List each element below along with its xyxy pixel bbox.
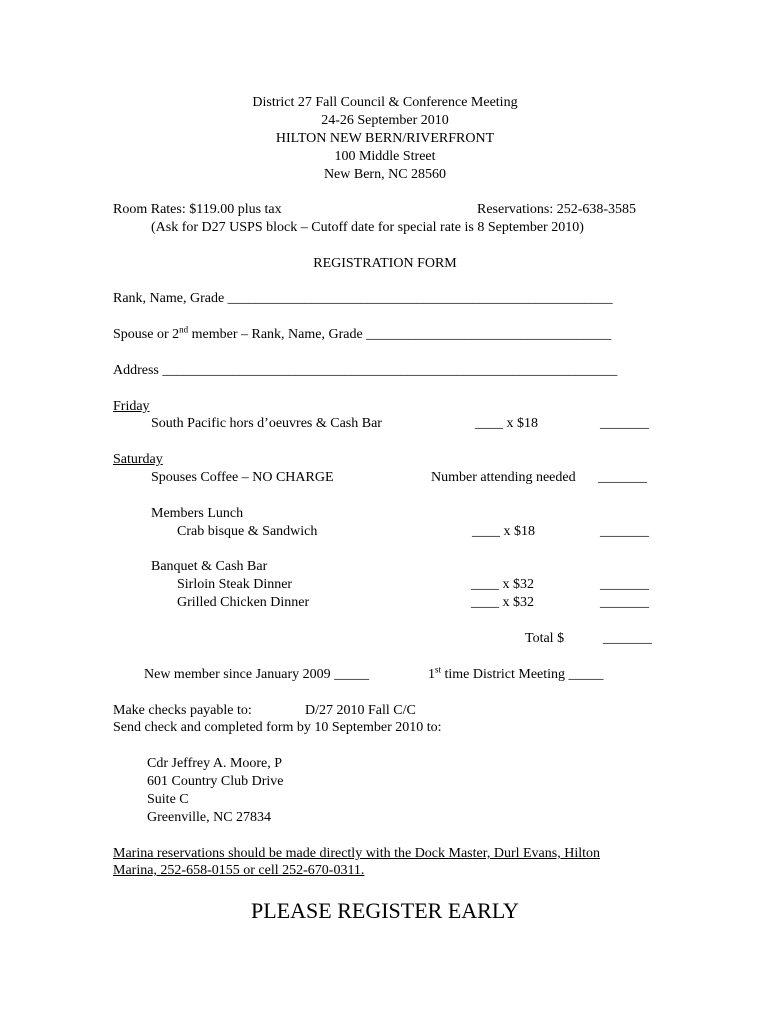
- total-label: Total $: [525, 631, 565, 646]
- register-early-banner: PLEASE REGISTER EARLY: [251, 898, 519, 923]
- header-line-dates: 24-26 September 2010: [321, 113, 449, 128]
- spouse-field: [113, 326, 611, 344]
- steak-qty: ____ x $32: [471, 577, 534, 592]
- chicken-amount: _______: [600, 595, 649, 610]
- rank-name-grade-field: Rank, Name, Grade _______________________________________________________: [113, 291, 613, 306]
- friday-heading: Friday: [113, 399, 150, 414]
- spouses-coffee: Spouses Coffee – NO CHARGE: [151, 470, 334, 485]
- steak-item: Sirloin Steak Dinner: [177, 577, 293, 592]
- header-line-street: 100 Middle Street: [334, 149, 436, 164]
- payable-to: D/27 2010 Fall C/C: [305, 703, 416, 718]
- total-amount: _______: [603, 631, 652, 646]
- first-time-label: time District Meeting _____: [441, 667, 604, 682]
- ordinal-superscript: st: [435, 664, 442, 675]
- chicken-item: Grilled Chicken Dinner: [177, 595, 310, 610]
- payable-label: Make checks payable to:: [113, 703, 252, 718]
- spouse-label-end: member – Rank, Name, Grade ___________________________________: [188, 327, 612, 342]
- friday-qty: ____ x $18: [475, 416, 538, 431]
- room-rates: Room Rates: $119.00 plus tax: [113, 202, 282, 217]
- saturday-heading: Saturday: [113, 452, 163, 467]
- header-line-city: New Bern, NC 28560: [323, 167, 447, 182]
- ordinal-superscript: nd: [179, 324, 189, 335]
- send-by-instruction: Send check and completed form by 10 September 2010 to:: [113, 720, 442, 735]
- room-block-note: (Ask for D27 USPS block – Cutoff date for special rate is 8 September 2010): [151, 220, 584, 235]
- first-time-number: 1: [428, 667, 435, 682]
- marina-note-line1: Marina reservations should be made directly with the Dock Master, Durl Evans, Hilton: [113, 846, 600, 861]
- friday-amount: _______: [600, 416, 649, 431]
- banquet-heading: Banquet & Cash Bar: [151, 559, 268, 574]
- lunch-qty: ____ x $18: [472, 524, 535, 539]
- mail-to-suite: Suite C: [147, 792, 189, 807]
- coffee-attending-note: Number attending needed: [431, 470, 576, 485]
- lunch-item: Crab bisque & Sandwich: [177, 524, 318, 539]
- lunch-amount: _______: [600, 524, 649, 539]
- header-line-event: District 27 Fall Council & Conference Meeting: [252, 95, 518, 110]
- header-line-venue: HILTON NEW BERN/RIVERFRONT: [275, 131, 495, 146]
- mail-to-city: Greenville, NC 27834: [147, 810, 272, 825]
- coffee-amount: _______: [598, 470, 647, 485]
- steak-amount: _______: [600, 577, 649, 592]
- form-title: REGISTRATION FORM: [313, 256, 457, 271]
- marina-note-line2: Marina, 252-658-0155 or cell 252-670-0311.: [113, 863, 365, 878]
- reservations-phone: Reservations: 252-638-3585: [477, 202, 637, 217]
- mail-to-name: Cdr Jeffrey A. Moore, P: [147, 756, 283, 771]
- friday-item: South Pacific hors d’oeuvres & Cash Bar: [151, 416, 382, 431]
- spouse-label-start: Spouse or 2: [113, 327, 180, 342]
- members-lunch-heading: Members Lunch: [151, 506, 244, 521]
- mail-to-street: 601 Country Club Drive: [147, 774, 284, 789]
- first-time-field: [428, 666, 604, 684]
- new-member-field: New member since January 2009 _____: [144, 667, 370, 682]
- address-field: Address _________________________________________________________________: [113, 363, 618, 378]
- chicken-qty: ____ x $32: [471, 595, 534, 610]
